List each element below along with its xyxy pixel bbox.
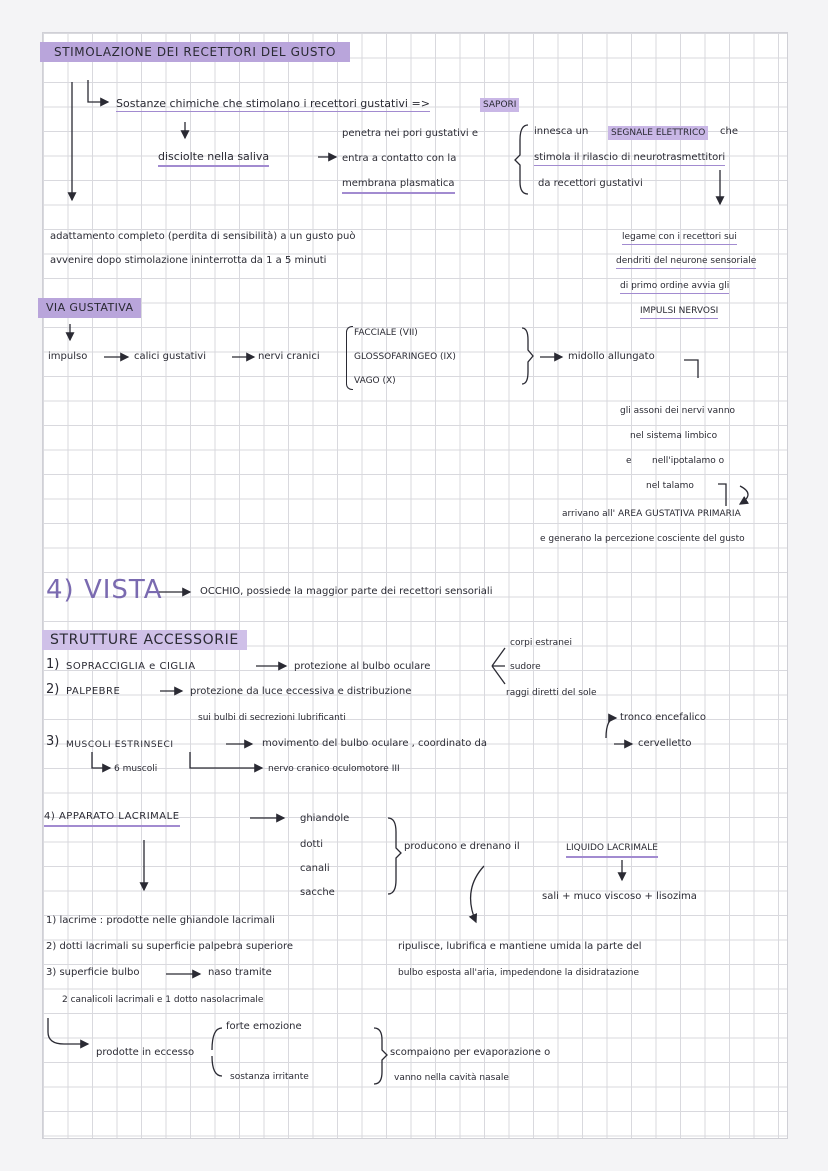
innesca-text: innesca un bbox=[534, 126, 589, 137]
lacrime-line3a: 3) superficie bulbo bbox=[46, 967, 140, 978]
lacrime-line1: 1) lacrime : prodotte nelle ghiandole lacrimali bbox=[46, 915, 275, 926]
sali-text: sali + muco viscoso + lisozima bbox=[542, 891, 697, 902]
scompaiono-line1: scompaiono per evaporazione o bbox=[390, 1047, 551, 1058]
impulso-text: impulso bbox=[48, 351, 88, 362]
item2-desc2: sui bulbi di secrezioni lubrificanti bbox=[198, 713, 346, 723]
nerves-bracket bbox=[346, 326, 353, 390]
section-title-via: VIA GUSTATIVA bbox=[38, 298, 141, 318]
tronco-text: tronco encefalico bbox=[620, 712, 707, 723]
num-3: 3) bbox=[46, 734, 60, 749]
raggi-text: raggi diretti del sole bbox=[506, 688, 597, 698]
generano-text: e generano la percezione cosciente del gusto bbox=[540, 534, 745, 544]
liquido-text: LIQUIDO LACRIMALE bbox=[566, 841, 658, 858]
item2-desc1: protezione da luce eccessiva e distribuzione bbox=[190, 686, 412, 697]
lacrime-line3b: naso tramite bbox=[208, 967, 272, 978]
adattamento-line1: adattamento completo (perdita di sensibilità) a un gusto può bbox=[50, 231, 356, 242]
ripulisce-line2: bulbo esposta all'aria, impedendone la disidratazione bbox=[398, 968, 639, 978]
corpi-text: corpi estranei bbox=[510, 638, 572, 648]
midollo-text: midollo allungato bbox=[568, 351, 655, 362]
scompaiono-line2: vanno nella cavità nasale bbox=[394, 1073, 509, 1083]
parte-canali: canali bbox=[300, 863, 330, 874]
muscoli-text: 6 muscoli bbox=[114, 764, 158, 774]
impulsi-text: IMPULSI NERVOSI bbox=[640, 304, 718, 319]
vista-desc: OCCHIO, possiede la maggior parte dei recettori sensoriali bbox=[200, 586, 493, 597]
sapori-highlight: SAPORI bbox=[480, 98, 519, 112]
section-title-lacrimale: 4) APPARATO LACRIMALE bbox=[44, 810, 180, 827]
lacrime-line4: 2 canalicoli lacrimali e 1 dotto nasolacrimale bbox=[62, 995, 264, 1005]
parte-sacche: sacche bbox=[300, 887, 335, 898]
ripulisce-line1: ripulisce, lubrifica e mantiene umida la parte del bbox=[398, 941, 642, 952]
sostanza-text: sostanza irritante bbox=[230, 1072, 309, 1082]
num-2: 2) bbox=[46, 682, 60, 697]
nervo-text: nervo cranico oculomotore III bbox=[268, 764, 400, 774]
item3-label: MUSCOLI ESTRINSECI bbox=[66, 740, 174, 750]
prodotte-text: prodotte in eccesso bbox=[96, 1047, 195, 1058]
item1-desc: protezione al bulbo oculare bbox=[294, 661, 431, 672]
parte-ghiandole: ghiandole bbox=[300, 813, 350, 824]
assoni-line4: nel talamo bbox=[646, 481, 694, 491]
parte-dotti: dotti bbox=[300, 839, 324, 850]
disciolte-text: disciolte nella saliva bbox=[158, 150, 269, 167]
nerve-glosso: GLOSSOFARINGEO (IX) bbox=[354, 352, 456, 362]
lacrime-line2: 2) dotti lacrimali su superficie palpebra superiore bbox=[46, 941, 294, 952]
item2-label: PALPEBRE bbox=[66, 686, 121, 697]
assoni-line1: gli assoni dei nervi vanno bbox=[620, 406, 736, 416]
item3-desc: movimento del bulbo oculare , coordinato da bbox=[262, 738, 487, 749]
assoni-line2: nel sistema limbico bbox=[630, 431, 718, 441]
recettori-text: da recettori gustativi bbox=[538, 178, 643, 189]
sudore-text: sudore bbox=[510, 662, 541, 672]
adattamento-line2: avvenire dopo stimolazione ininterrotta da 1 a 5 minuti bbox=[50, 255, 327, 266]
section-title-accessorie: STRUTTURE ACCESSORIE bbox=[42, 630, 247, 650]
item1-label: SOPRACCIGLIA e CIGLIA bbox=[66, 661, 196, 672]
assoni-line3a: e bbox=[626, 456, 632, 466]
taste-line1: Sostanze chimiche che stimolano i recettori gustativi => bbox=[116, 97, 430, 110]
nerve-vago: VAGO (X) bbox=[354, 376, 396, 386]
calici-text: calici gustativi bbox=[134, 351, 206, 362]
legame-line3: di primo ordine avvia gli bbox=[620, 279, 729, 294]
assoni-line3b: nell'ipotalamo o bbox=[652, 456, 725, 466]
num-1: 1) bbox=[46, 657, 60, 672]
legame-line1: legame con i recettori sui bbox=[622, 230, 737, 245]
forte-text: forte emozione bbox=[226, 1021, 302, 1032]
producono-text: producono e drenano il bbox=[404, 841, 520, 852]
entra-text: entra a contatto con la bbox=[342, 153, 457, 164]
arrivano-text: arrivano all' AREA GUSTATIVA PRIMARIA bbox=[562, 509, 741, 519]
nervi-text: nervi cranici bbox=[258, 351, 320, 362]
penetra-text: penetra nei pori gustativi e bbox=[342, 128, 478, 139]
section-title-gusto: STIMOLAZIONE DEI RECETTORI DEL GUSTO bbox=[40, 42, 350, 62]
cervelletto-text: cervelletto bbox=[638, 738, 692, 749]
section-title-vista: 4) VISTA bbox=[46, 575, 163, 605]
membrana-text: membrana plasmatica bbox=[342, 177, 455, 194]
stimola-text: stimola il rilascio di neurotrasmettitori bbox=[534, 151, 725, 166]
nerve-faciale: FACCIALE (VII) bbox=[354, 328, 418, 338]
segnale-highlight: SEGNALE ELETTRICO bbox=[608, 126, 708, 140]
legame-line2: dendriti del neurone sensoriale bbox=[616, 254, 756, 269]
innesca-end-text: che bbox=[720, 126, 738, 137]
